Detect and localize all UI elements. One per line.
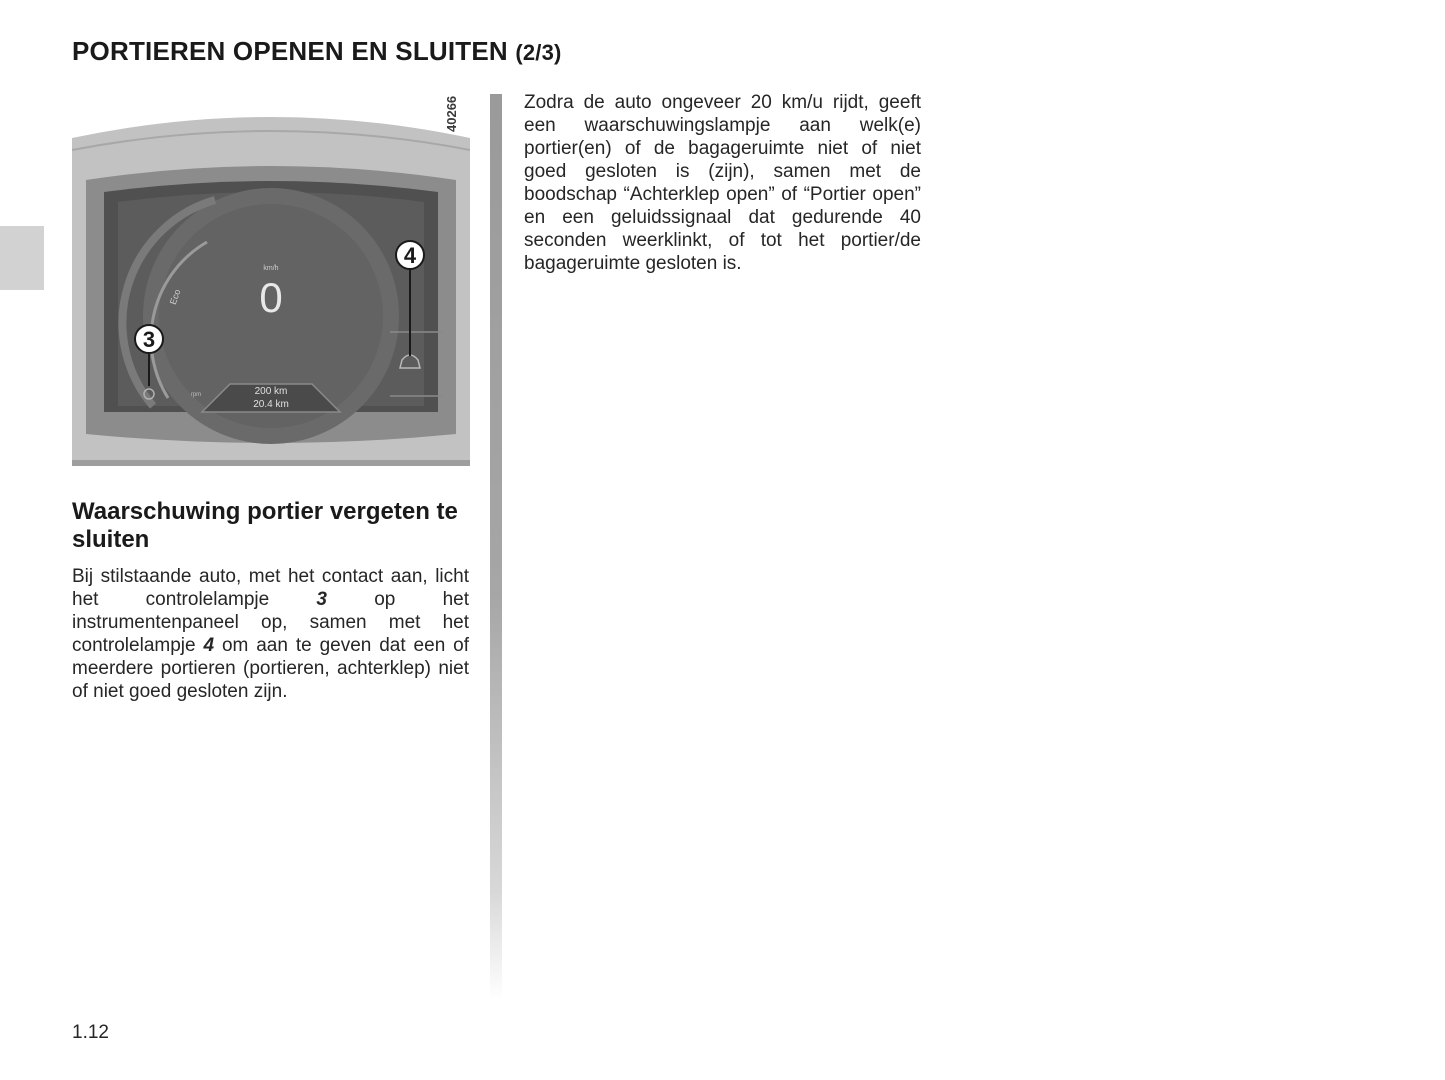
- left-paragraph: [72, 565, 469, 703]
- page-title-text: PORTIEREN OPENEN EN SLUITEN: [72, 36, 508, 66]
- figure-ref-number: 40266: [444, 95, 459, 132]
- lamp-ref-3: 3: [316, 589, 327, 610]
- rpm-label: rpm: [190, 392, 202, 398]
- callout-3: [135, 325, 163, 353]
- eco-label: Eco: [167, 287, 183, 306]
- chapter-tab: [0, 226, 44, 290]
- page-title-suffix: (2/3): [515, 40, 562, 65]
- instrument-panel-figure: [72, 94, 470, 466]
- page-number: 1.12: [72, 1022, 109, 1043]
- callout-3-label: 3: [142, 327, 156, 352]
- left-paragraph-part1: Bij stilstaande auto, met het contact aan, licht het controlelampje: [72, 566, 469, 610]
- page-title: [72, 36, 562, 67]
- instrument-panel-illustration: [72, 94, 470, 466]
- callout-4: [396, 241, 424, 269]
- left-paragraph-part3: om aan te geven dat een of meerdere portieren (portieren, achterklep) niet of niet goed gesloten zijn.: [72, 635, 469, 702]
- callout-4-label: 4: [403, 243, 417, 268]
- left-paragraph-part2: op het instrumentenpaneel op, samen met het controlelampje: [72, 589, 469, 656]
- speed-unit-label: km/h: [263, 265, 279, 272]
- speed-readout: 0: [259, 274, 283, 321]
- trip-readout: 20.4 km: [253, 399, 289, 410]
- section-heading: Waarschuwing portier vergeten te sluiten: [72, 498, 458, 553]
- right-paragraph: Zodra de auto ongeveer 20 km/u rijdt, geeft een waarschuwingslampje aan welk(e) portier(en) of de bagageruimte niet of niet goed gesloten is (zijn), samen met de boodschap “Achterklep open” of “Portier open” en een geluidssignaal dat gedurende 40 seconden weerklinkt, of tot het portier/de bagageruimte gesloten is.: [524, 92, 921, 274]
- range-readout: 200 km: [254, 386, 288, 397]
- lamp-ref-4: 4: [203, 635, 215, 656]
- column-divider: [490, 94, 502, 1000]
